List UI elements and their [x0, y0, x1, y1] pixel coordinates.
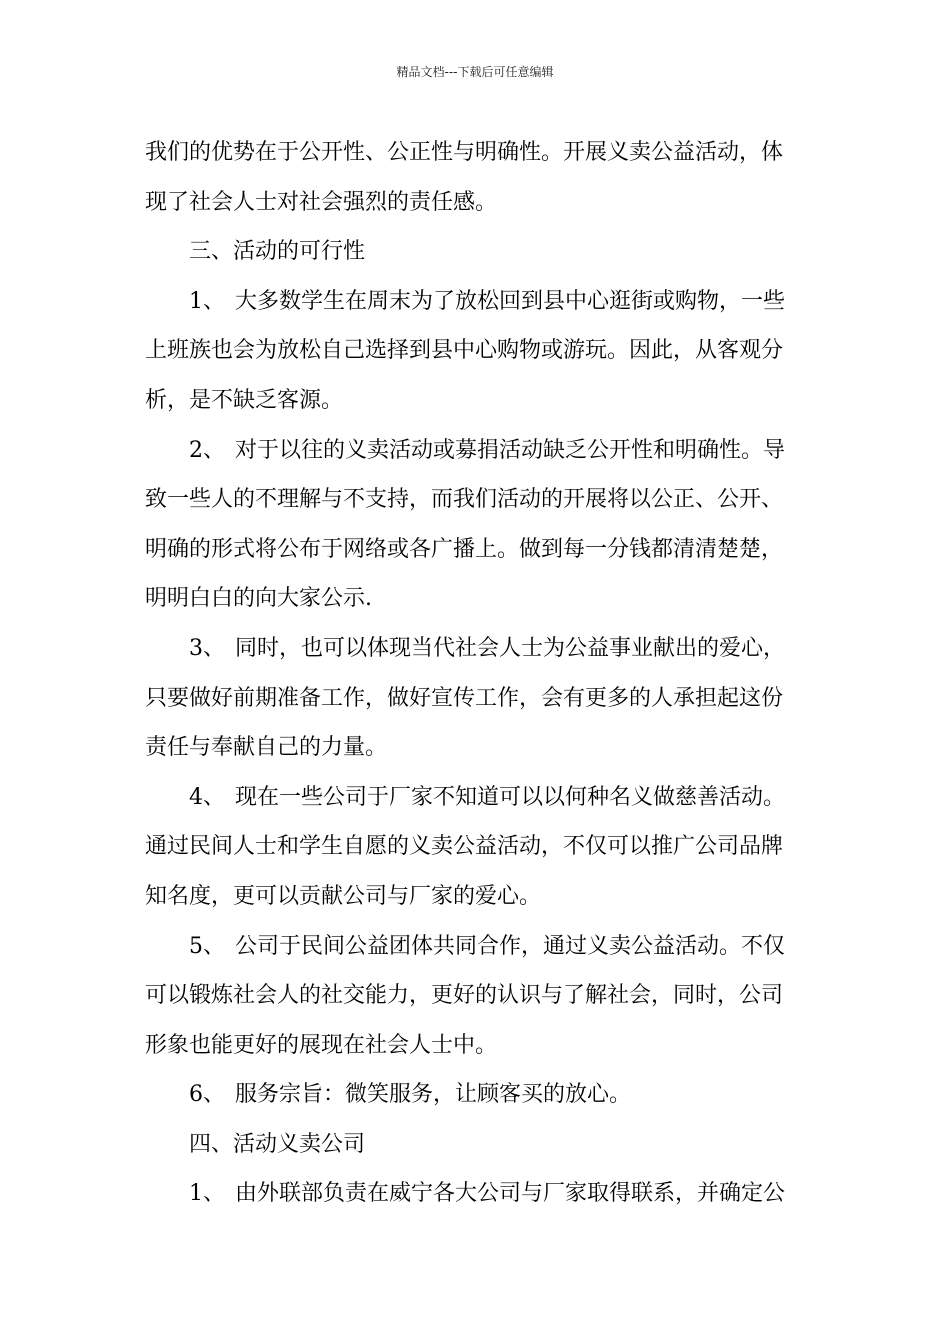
item-number: 6、 — [189, 1082, 225, 1108]
item-number: 2、 — [189, 437, 225, 463]
text-line: 知名度，更可以贡献公司与厂家的爱心。 — [145, 883, 542, 909]
text-line: 形象也能更好的展现在社会人士中。 — [145, 1032, 498, 1058]
text-line — [145, 773, 810, 823]
text-line — [145, 624, 810, 674]
text-line — [145, 1070, 810, 1120]
text-line: 只要做好前期准备工作，做好宣传工作，会有更多的人承担起这份 — [145, 685, 784, 711]
item-number: 3、 — [189, 635, 225, 661]
list-item-3 — [145, 624, 810, 773]
paragraph-intro — [145, 128, 810, 227]
document-body — [145, 128, 810, 1219]
text-line: 上班族也会为放松自己选择到县中心购物或游玩。因此，从客观分 — [145, 338, 784, 364]
item-text: 对于以往的义卖活动或募捐活动缺乏公开性和明确性。导 — [235, 437, 786, 463]
page-header: 精品文档---下载后可任意编辑 — [396, 65, 554, 79]
list-item-last — [145, 1169, 810, 1219]
item-number: 5、 — [189, 933, 225, 959]
text-line: 析，是不缺乏客源。 — [145, 387, 344, 413]
section-heading-feasibility: 三、活动的可行性 — [189, 239, 366, 265]
item-number: 1、 — [189, 288, 225, 314]
text-line — [145, 426, 810, 476]
item-number: 1、 — [189, 1181, 225, 1207]
list-item-5 — [145, 922, 810, 1071]
text-line: 明确的形式将公布于网络或各广播上。做到每一分钱都清清楚楚， — [145, 536, 784, 562]
list-item-4 — [145, 773, 810, 922]
list-item-2 — [145, 426, 810, 624]
text-line: 责任与奉献自己的力量。 — [145, 735, 388, 761]
text-line: 我们的优势在于公开性、公正性与明确性。开展义卖公益活动，体 — [145, 140, 784, 165]
text-line — [145, 277, 810, 327]
text-line: 现了社会人士对社会强烈的责任感。 — [145, 189, 498, 215]
item-text: 服务宗旨：微笑服务，让顾客买的放心。 — [235, 1082, 632, 1108]
item-number: 4、 — [189, 784, 225, 810]
section-heading-companies: 四、活动义卖公司 — [189, 1131, 366, 1157]
item-text: 现在一些公司于厂家不知道可以以何种名义做慈善活动。 — [235, 784, 786, 810]
text-line: 致一些人的不理解与不支持，而我们活动的开展将以公正、公开、 — [145, 487, 784, 513]
text-line: 通过民间人士和学生自愿的义卖公益活动，不仅可以推广公司品牌 — [145, 834, 784, 860]
text-line: 可以锻炼社会人的社交能力，更好的认识与了解社会，同时，公司 — [145, 983, 784, 1009]
list-item-6 — [145, 1070, 810, 1120]
item-text: 公司于民间公益团体共同合作，通过义卖公益活动。不仅 — [235, 933, 786, 959]
list-item-1 — [145, 277, 810, 426]
text-line: 明明白白的向大家公示. — [145, 586, 372, 612]
text-line — [145, 1169, 810, 1219]
item-text: 由外联部负责在威宁各大公司与厂家取得联系，并确定公 — [235, 1181, 786, 1207]
item-text: 大多数学生在周末为了放松回到县中心逛街或购物，一些 — [235, 288, 786, 314]
item-text: 同时，也可以体现当代社会人士为公益事业献出的爱心， — [235, 635, 786, 661]
text-line — [145, 922, 810, 972]
